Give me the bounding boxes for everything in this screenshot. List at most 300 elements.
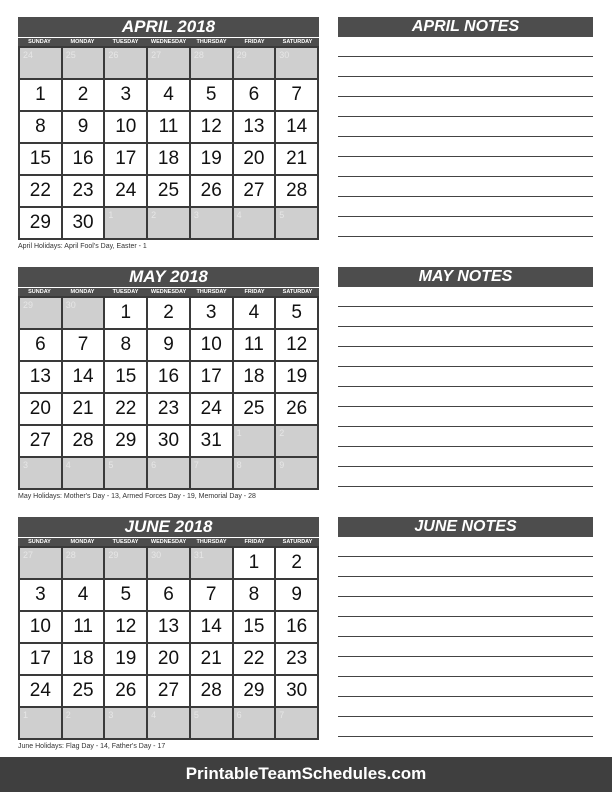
day-grid — [18, 296, 319, 490]
day-number: 20 — [29, 398, 51, 419]
notes-april — [338, 17, 593, 237]
note-line — [338, 656, 593, 657]
day-number: 28 — [65, 550, 76, 560]
day-cell — [276, 330, 319, 362]
day-number: 3 — [193, 210, 199, 220]
note-line — [338, 136, 593, 137]
day-cell-adjacent-month — [20, 298, 63, 330]
day-number: 23 — [157, 398, 180, 419]
day-cell — [63, 362, 106, 394]
day-number: 10 — [115, 116, 137, 137]
weekday-label: TUESDAY — [112, 39, 139, 45]
day-number: 2 — [151, 210, 157, 220]
day-cell — [191, 298, 234, 330]
day-number: 16 — [72, 148, 94, 169]
note-line — [338, 366, 593, 367]
day-number: 2 — [65, 710, 71, 720]
weekday-label: THURSDAY — [196, 539, 227, 545]
note-line — [338, 386, 593, 387]
day-cell-adjacent-month — [105, 48, 148, 80]
day-number: 5 — [120, 584, 132, 605]
day-cell-adjacent-month — [276, 426, 319, 458]
day-number: 19 — [200, 148, 222, 169]
day-number: 28 — [72, 430, 94, 451]
day-number: 29 — [115, 430, 137, 451]
note-line — [338, 446, 593, 447]
day-number: 21 — [72, 398, 94, 419]
day-number: 26 — [108, 50, 119, 60]
day-cell — [234, 580, 277, 612]
day-cell-adjacent-month — [276, 458, 319, 490]
day-number: 11 — [244, 334, 264, 355]
day-number: 2 — [279, 428, 285, 438]
day-cell — [20, 362, 63, 394]
day-cell — [148, 426, 191, 458]
day-cell — [63, 330, 106, 362]
day-cell — [276, 548, 319, 580]
day-number: 7 — [205, 584, 217, 605]
day-cell — [276, 362, 319, 394]
day-number: 3 — [23, 460, 29, 470]
day-number: 2 — [163, 302, 174, 323]
day-number: 13 — [29, 366, 51, 387]
footer-site-name[interactable]: PrintableTeamSchedules.com — [0, 757, 612, 792]
day-cell — [276, 612, 319, 644]
day-number: 18 — [157, 148, 180, 169]
day-cell — [191, 112, 234, 144]
day-cell-adjacent-month — [191, 708, 234, 740]
day-number: 28 — [286, 180, 308, 201]
day-cell-adjacent-month — [148, 458, 191, 490]
day-cell — [234, 80, 277, 112]
day-number: 4 — [248, 302, 260, 323]
note-line — [338, 676, 593, 677]
day-number: 3 — [205, 302, 217, 323]
day-cell — [63, 426, 106, 458]
weekday-label: FRIDAY — [244, 289, 265, 295]
day-cell-adjacent-month — [234, 426, 277, 458]
day-cell-adjacent-month — [63, 298, 106, 330]
note-line — [338, 716, 593, 717]
day-number: 6 — [163, 584, 174, 605]
note-line — [338, 346, 593, 347]
day-cell — [63, 80, 106, 112]
weekday-label: WEDNESDAY — [150, 539, 187, 545]
day-cell — [105, 580, 148, 612]
day-cell — [276, 298, 319, 330]
weekday-label: SATURDAY — [282, 39, 313, 45]
day-number: 1 — [248, 552, 260, 573]
weekday-label: MONDAY — [70, 539, 95, 545]
day-number: 23 — [286, 648, 308, 669]
day-cell — [148, 580, 191, 612]
note-line — [338, 306, 593, 307]
day-number: 21 — [286, 148, 308, 169]
day-cell — [191, 176, 234, 208]
day-number: 15 — [243, 616, 265, 637]
day-cell-adjacent-month — [105, 458, 148, 490]
day-number: 7 — [291, 84, 302, 105]
day-cell — [276, 176, 319, 208]
day-number: 26 — [200, 180, 222, 201]
day-number: 12 — [200, 116, 222, 137]
day-cell-adjacent-month — [148, 708, 191, 740]
weekday-label: SATURDAY — [282, 539, 313, 545]
day-cell — [234, 394, 277, 426]
day-grid — [18, 46, 319, 240]
day-number: 28 — [193, 50, 204, 60]
weekday-label: THURSDAY — [196, 289, 227, 295]
day-cell — [148, 176, 191, 208]
note-line — [338, 196, 593, 197]
month-title: JUNE 2018 — [18, 517, 319, 537]
day-number: 27 — [243, 180, 265, 201]
day-cell — [148, 394, 191, 426]
day-cell — [148, 80, 191, 112]
day-number: 9 — [279, 460, 285, 470]
month-calendar-may — [18, 267, 319, 500]
day-cell — [20, 112, 63, 144]
day-number: 7 — [279, 710, 285, 720]
day-number: 5 — [193, 710, 199, 720]
day-number: 29 — [108, 550, 119, 560]
day-cell — [20, 676, 63, 708]
day-number: 12 — [286, 334, 308, 355]
day-number: 5 — [108, 460, 114, 470]
day-cell — [234, 144, 277, 176]
day-cell — [105, 330, 148, 362]
day-number: 5 — [291, 302, 302, 323]
note-line — [338, 216, 593, 217]
day-number: 1 — [236, 428, 242, 438]
day-cell-adjacent-month — [148, 208, 191, 240]
weekday-header — [18, 538, 319, 546]
day-cell-adjacent-month — [276, 208, 319, 240]
notes-title: APRIL NOTES — [338, 17, 593, 37]
day-number: 8 — [248, 584, 260, 605]
note-line — [338, 176, 593, 177]
day-cell — [20, 612, 63, 644]
day-cell-adjacent-month — [20, 48, 63, 80]
day-number: 27 — [23, 550, 34, 560]
day-cell — [191, 580, 234, 612]
day-cell — [148, 298, 191, 330]
day-cell — [191, 394, 234, 426]
day-number: 18 — [72, 648, 94, 669]
day-cell — [191, 676, 234, 708]
notes-may — [338, 267, 593, 487]
day-cell — [148, 330, 191, 362]
day-cell — [105, 676, 148, 708]
day-cell — [63, 394, 106, 426]
day-cell-adjacent-month — [234, 708, 277, 740]
day-cell — [234, 330, 277, 362]
day-cell-adjacent-month — [148, 48, 191, 80]
day-number: 13 — [243, 116, 265, 137]
day-cell — [105, 362, 148, 394]
day-cell — [234, 644, 277, 676]
day-number: 22 — [29, 180, 51, 201]
weekday-label: MONDAY — [70, 39, 95, 45]
day-number: 4 — [77, 584, 89, 605]
day-cell-adjacent-month — [63, 48, 106, 80]
day-number: 5 — [279, 210, 285, 220]
notes-title: MAY NOTES — [338, 267, 593, 287]
note-line — [338, 486, 593, 487]
day-cell-adjacent-month — [148, 548, 191, 580]
day-cell — [276, 112, 319, 144]
day-grid — [18, 546, 319, 740]
day-number: 11 — [73, 616, 93, 637]
day-number: 29 — [236, 50, 247, 60]
day-cell — [276, 580, 319, 612]
day-cell-adjacent-month — [191, 458, 234, 490]
weekday-label: WEDNESDAY — [150, 289, 187, 295]
note-line — [338, 156, 593, 157]
day-cell — [148, 612, 191, 644]
month-title: APRIL 2018 — [18, 17, 319, 37]
day-number: 9 — [77, 116, 89, 137]
day-cell — [234, 612, 277, 644]
day-number: 29 — [29, 212, 51, 233]
note-line — [338, 736, 593, 737]
day-number: 15 — [29, 148, 51, 169]
day-cell — [191, 144, 234, 176]
note-line — [338, 116, 593, 117]
day-number: 6 — [248, 84, 260, 105]
weekday-label: SUNDAY — [28, 289, 51, 295]
day-cell — [63, 580, 106, 612]
day-cell-adjacent-month — [105, 708, 148, 740]
note-line — [338, 76, 593, 77]
note-line — [338, 616, 593, 617]
day-cell — [20, 80, 63, 112]
day-number: 7 — [193, 460, 199, 470]
note-line — [338, 636, 593, 637]
notes-title: JUNE NOTES — [338, 517, 593, 537]
day-cell — [191, 80, 234, 112]
day-cell — [105, 426, 148, 458]
day-number: 4 — [65, 460, 71, 470]
weekday-label: SATURDAY — [282, 289, 313, 295]
day-number: 3 — [108, 710, 114, 720]
weekday-label: FRIDAY — [244, 539, 265, 545]
day-number: 8 — [35, 116, 46, 137]
day-number: 4 — [236, 210, 242, 220]
day-number: 1 — [23, 710, 29, 720]
day-number: 30 — [157, 430, 180, 451]
weekday-header — [18, 38, 319, 46]
day-number: 10 — [200, 334, 222, 355]
day-number: 6 — [236, 710, 242, 720]
day-cell — [20, 644, 63, 676]
note-lines — [338, 56, 593, 237]
day-number: 24 — [115, 180, 137, 201]
day-number: 27 — [29, 430, 51, 451]
day-number: 31 — [193, 550, 204, 560]
day-cell-adjacent-month — [276, 708, 319, 740]
day-number: 13 — [157, 616, 180, 637]
note-line — [338, 96, 593, 97]
day-cell — [191, 362, 234, 394]
day-cell — [20, 580, 63, 612]
day-number: 16 — [157, 366, 180, 387]
month-calendar-april — [18, 17, 319, 250]
day-cell-adjacent-month — [191, 548, 234, 580]
day-cell — [276, 144, 319, 176]
day-number: 30 — [151, 550, 162, 560]
day-number: 24 — [23, 50, 34, 60]
day-number: 1 — [35, 84, 46, 105]
day-cell — [105, 176, 148, 208]
day-number: 20 — [243, 148, 265, 169]
weekday-header — [18, 288, 319, 296]
day-number: 12 — [115, 616, 137, 637]
day-cell — [234, 112, 277, 144]
weekday-label: TUESDAY — [112, 539, 139, 545]
day-cell — [20, 208, 63, 240]
day-number: 30 — [279, 50, 290, 60]
weekday-label: MONDAY — [70, 289, 95, 295]
day-cell-adjacent-month — [63, 548, 106, 580]
day-number: 8 — [120, 334, 132, 355]
day-number: 3 — [35, 584, 46, 605]
day-cell — [148, 676, 191, 708]
holiday-note: April Holidays: April Fool's Day, Easter - 1 — [18, 243, 147, 250]
day-cell-adjacent-month — [105, 548, 148, 580]
note-line — [338, 596, 593, 597]
day-cell-adjacent-month — [234, 458, 277, 490]
day-number: 24 — [200, 398, 222, 419]
month-calendar-june — [18, 517, 319, 750]
day-number: 31 — [200, 430, 222, 451]
day-number: 22 — [243, 648, 265, 669]
day-number: 14 — [286, 116, 308, 137]
day-cell — [276, 80, 319, 112]
day-number: 25 — [157, 180, 180, 201]
day-number: 29 — [243, 680, 265, 701]
day-number: 25 — [72, 680, 94, 701]
day-number: 1 — [120, 302, 132, 323]
day-cell — [191, 644, 234, 676]
note-lines — [338, 306, 593, 487]
day-cell — [20, 394, 63, 426]
day-number: 18 — [243, 366, 265, 387]
day-cell — [63, 644, 106, 676]
day-number: 14 — [200, 616, 222, 637]
note-line — [338, 326, 593, 327]
day-number: 26 — [115, 680, 137, 701]
weekday-label: WEDNESDAY — [150, 39, 187, 45]
day-cell — [105, 644, 148, 676]
day-number: 17 — [200, 366, 222, 387]
day-number: 17 — [29, 648, 51, 669]
day-number: 28 — [200, 680, 222, 701]
day-number: 6 — [35, 334, 46, 355]
day-cell-adjacent-month — [191, 48, 234, 80]
day-cell — [191, 612, 234, 644]
day-cell — [234, 676, 277, 708]
day-cell — [148, 144, 191, 176]
day-number: 2 — [77, 84, 89, 105]
day-number: 4 — [151, 710, 157, 720]
day-number: 14 — [72, 366, 94, 387]
day-cell — [105, 612, 148, 644]
day-number: 21 — [200, 648, 222, 669]
day-cell — [234, 548, 277, 580]
day-cell — [276, 394, 319, 426]
day-cell — [105, 144, 148, 176]
weekday-label: THURSDAY — [196, 39, 227, 45]
note-line — [338, 576, 593, 577]
day-number: 8 — [236, 460, 242, 470]
day-cell — [105, 394, 148, 426]
day-cell — [63, 112, 106, 144]
day-cell — [148, 362, 191, 394]
day-cell — [20, 330, 63, 362]
day-cell — [234, 176, 277, 208]
day-number: 27 — [157, 680, 180, 701]
day-number: 10 — [29, 616, 51, 637]
day-cell — [20, 176, 63, 208]
note-line — [338, 406, 593, 407]
day-cell-adjacent-month — [276, 48, 319, 80]
day-cell — [191, 426, 234, 458]
day-cell — [105, 80, 148, 112]
day-number: 16 — [286, 616, 308, 637]
day-cell — [105, 298, 148, 330]
day-number: 6 — [151, 460, 157, 470]
day-cell-adjacent-month — [234, 48, 277, 80]
day-number: 22 — [115, 398, 137, 419]
day-number: 19 — [286, 366, 308, 387]
day-number: 30 — [286, 680, 308, 701]
day-cell — [148, 112, 191, 144]
day-number: 9 — [291, 584, 302, 605]
day-cell — [234, 362, 277, 394]
day-number: 23 — [72, 180, 94, 201]
day-cell — [63, 176, 106, 208]
day-cell-adjacent-month — [63, 708, 106, 740]
day-number: 5 — [205, 84, 217, 105]
day-number: 19 — [115, 648, 137, 669]
weekday-label: FRIDAY — [244, 39, 265, 45]
month-title: MAY 2018 — [18, 267, 319, 287]
day-number: 30 — [72, 212, 94, 233]
day-cell-adjacent-month — [20, 708, 63, 740]
day-number: 17 — [115, 148, 137, 169]
day-cell — [276, 644, 319, 676]
day-cell-adjacent-month — [105, 208, 148, 240]
day-cell-adjacent-month — [234, 208, 277, 240]
day-number: 25 — [65, 50, 76, 60]
day-cell — [105, 112, 148, 144]
note-line — [338, 466, 593, 467]
weekday-label: SUNDAY — [28, 539, 51, 545]
day-cell-adjacent-month — [191, 208, 234, 240]
day-number: 26 — [286, 398, 308, 419]
notes-june — [338, 517, 593, 737]
day-cell — [234, 298, 277, 330]
day-cell — [63, 676, 106, 708]
day-cell-adjacent-month — [20, 458, 63, 490]
day-cell — [63, 208, 106, 240]
note-line — [338, 236, 593, 237]
day-cell — [148, 644, 191, 676]
day-number: 9 — [163, 334, 174, 355]
day-number: 29 — [23, 300, 34, 310]
day-number: 25 — [243, 398, 265, 419]
